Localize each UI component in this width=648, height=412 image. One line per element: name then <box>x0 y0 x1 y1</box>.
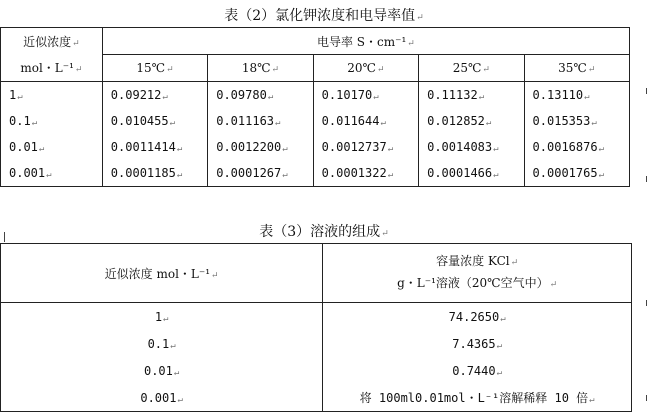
kcl-amount-header: 容量浓度 KCl↵ g・L⁻¹溶液（20℃空气中）↵ <box>323 244 632 303</box>
amount-cell: 将 100ml0.01mol・L⁻¹溶解稀释 10 倍↵ <box>323 384 632 412</box>
concentration-cell: 0.001↵ <box>1 384 323 412</box>
solution-composition-table <box>0 243 632 412</box>
table-row <box>1 108 630 134</box>
table-row <box>1 82 630 109</box>
table3-caption: 表（3）溶液的组成↵ <box>259 224 389 240</box>
amount-cell: 7.4365↵ <box>323 330 632 357</box>
value-cell: 0.012852↵ <box>419 108 524 134</box>
conductivity-table <box>0 27 630 187</box>
value-cell: 0.0014083↵ <box>419 134 524 160</box>
concentration-cell: 0.1↵ <box>1 108 103 134</box>
table-row <box>1 303 632 331</box>
temp-header: 15℃↵ <box>102 55 207 82</box>
margin-tick <box>4 232 5 242</box>
table-row <box>1 357 632 384</box>
value-cell: 0.10170↵ <box>313 82 418 109</box>
value-cell: 0.0001322↵ <box>313 160 418 187</box>
value-cell: 0.011163↵ <box>208 108 313 134</box>
value-cell: 0.13110↵ <box>524 82 629 109</box>
concentration-header: 近似浓度↵ <box>1 28 103 55</box>
amount-cell: 0.7440↵ <box>323 357 632 384</box>
value-cell: 0.11132↵ <box>419 82 524 109</box>
value-cell: 0.0011414↵ <box>102 134 207 160</box>
amount-cell: 74.2650↵ <box>323 303 632 331</box>
temp-header: 20℃↵ <box>313 55 418 82</box>
margin-tick <box>646 88 647 94</box>
table-row <box>1 330 632 357</box>
concentration-cell: 1↵ <box>1 303 323 331</box>
margin-tick <box>646 176 647 182</box>
value-cell: 0.015353↵ <box>524 108 629 134</box>
approx-concentration-header: 近似浓度 mol・L⁻¹↵ <box>1 244 323 303</box>
table-row <box>1 160 630 187</box>
value-cell: 0.0016876↵ <box>524 134 629 160</box>
concentration-cell: 1↵ <box>1 82 103 109</box>
table-row <box>1 134 630 160</box>
table-row <box>1 384 632 412</box>
value-cell: 0.0001267↵ <box>208 160 313 187</box>
conductivity-group-header: 电导率 S・cm⁻¹↵ <box>102 28 629 55</box>
margin-tick <box>646 395 647 401</box>
concentration-cell: 0.001↵ <box>1 160 103 187</box>
value-cell: 0.0001765↵ <box>524 160 629 187</box>
margin-tick <box>646 300 647 306</box>
concentration-cell: 0.1↵ <box>1 330 323 357</box>
temp-header: 25℃↵ <box>419 55 524 82</box>
temp-header: 18℃↵ <box>208 55 313 82</box>
value-cell: 0.011644↵ <box>313 108 418 134</box>
value-cell: 0.0012737↵ <box>313 134 418 160</box>
value-cell: 0.09212↵ <box>102 82 207 109</box>
temp-header: 35℃↵ <box>524 55 629 82</box>
value-cell: 0.010455↵ <box>102 108 207 134</box>
concentration-cell: 0.01↵ <box>1 134 103 160</box>
value-cell: 0.0012200↵ <box>208 134 313 160</box>
concentration-cell: 0.01↵ <box>1 357 323 384</box>
table2-caption: 表（2）氯化钾浓度和电导率值↵ <box>224 8 424 24</box>
concentration-unit: mol・L⁻¹↵ <box>1 55 103 82</box>
value-cell: 0.0001466↵ <box>419 160 524 187</box>
value-cell: 0.09780↵ <box>208 82 313 109</box>
value-cell: 0.0001185↵ <box>102 160 207 187</box>
